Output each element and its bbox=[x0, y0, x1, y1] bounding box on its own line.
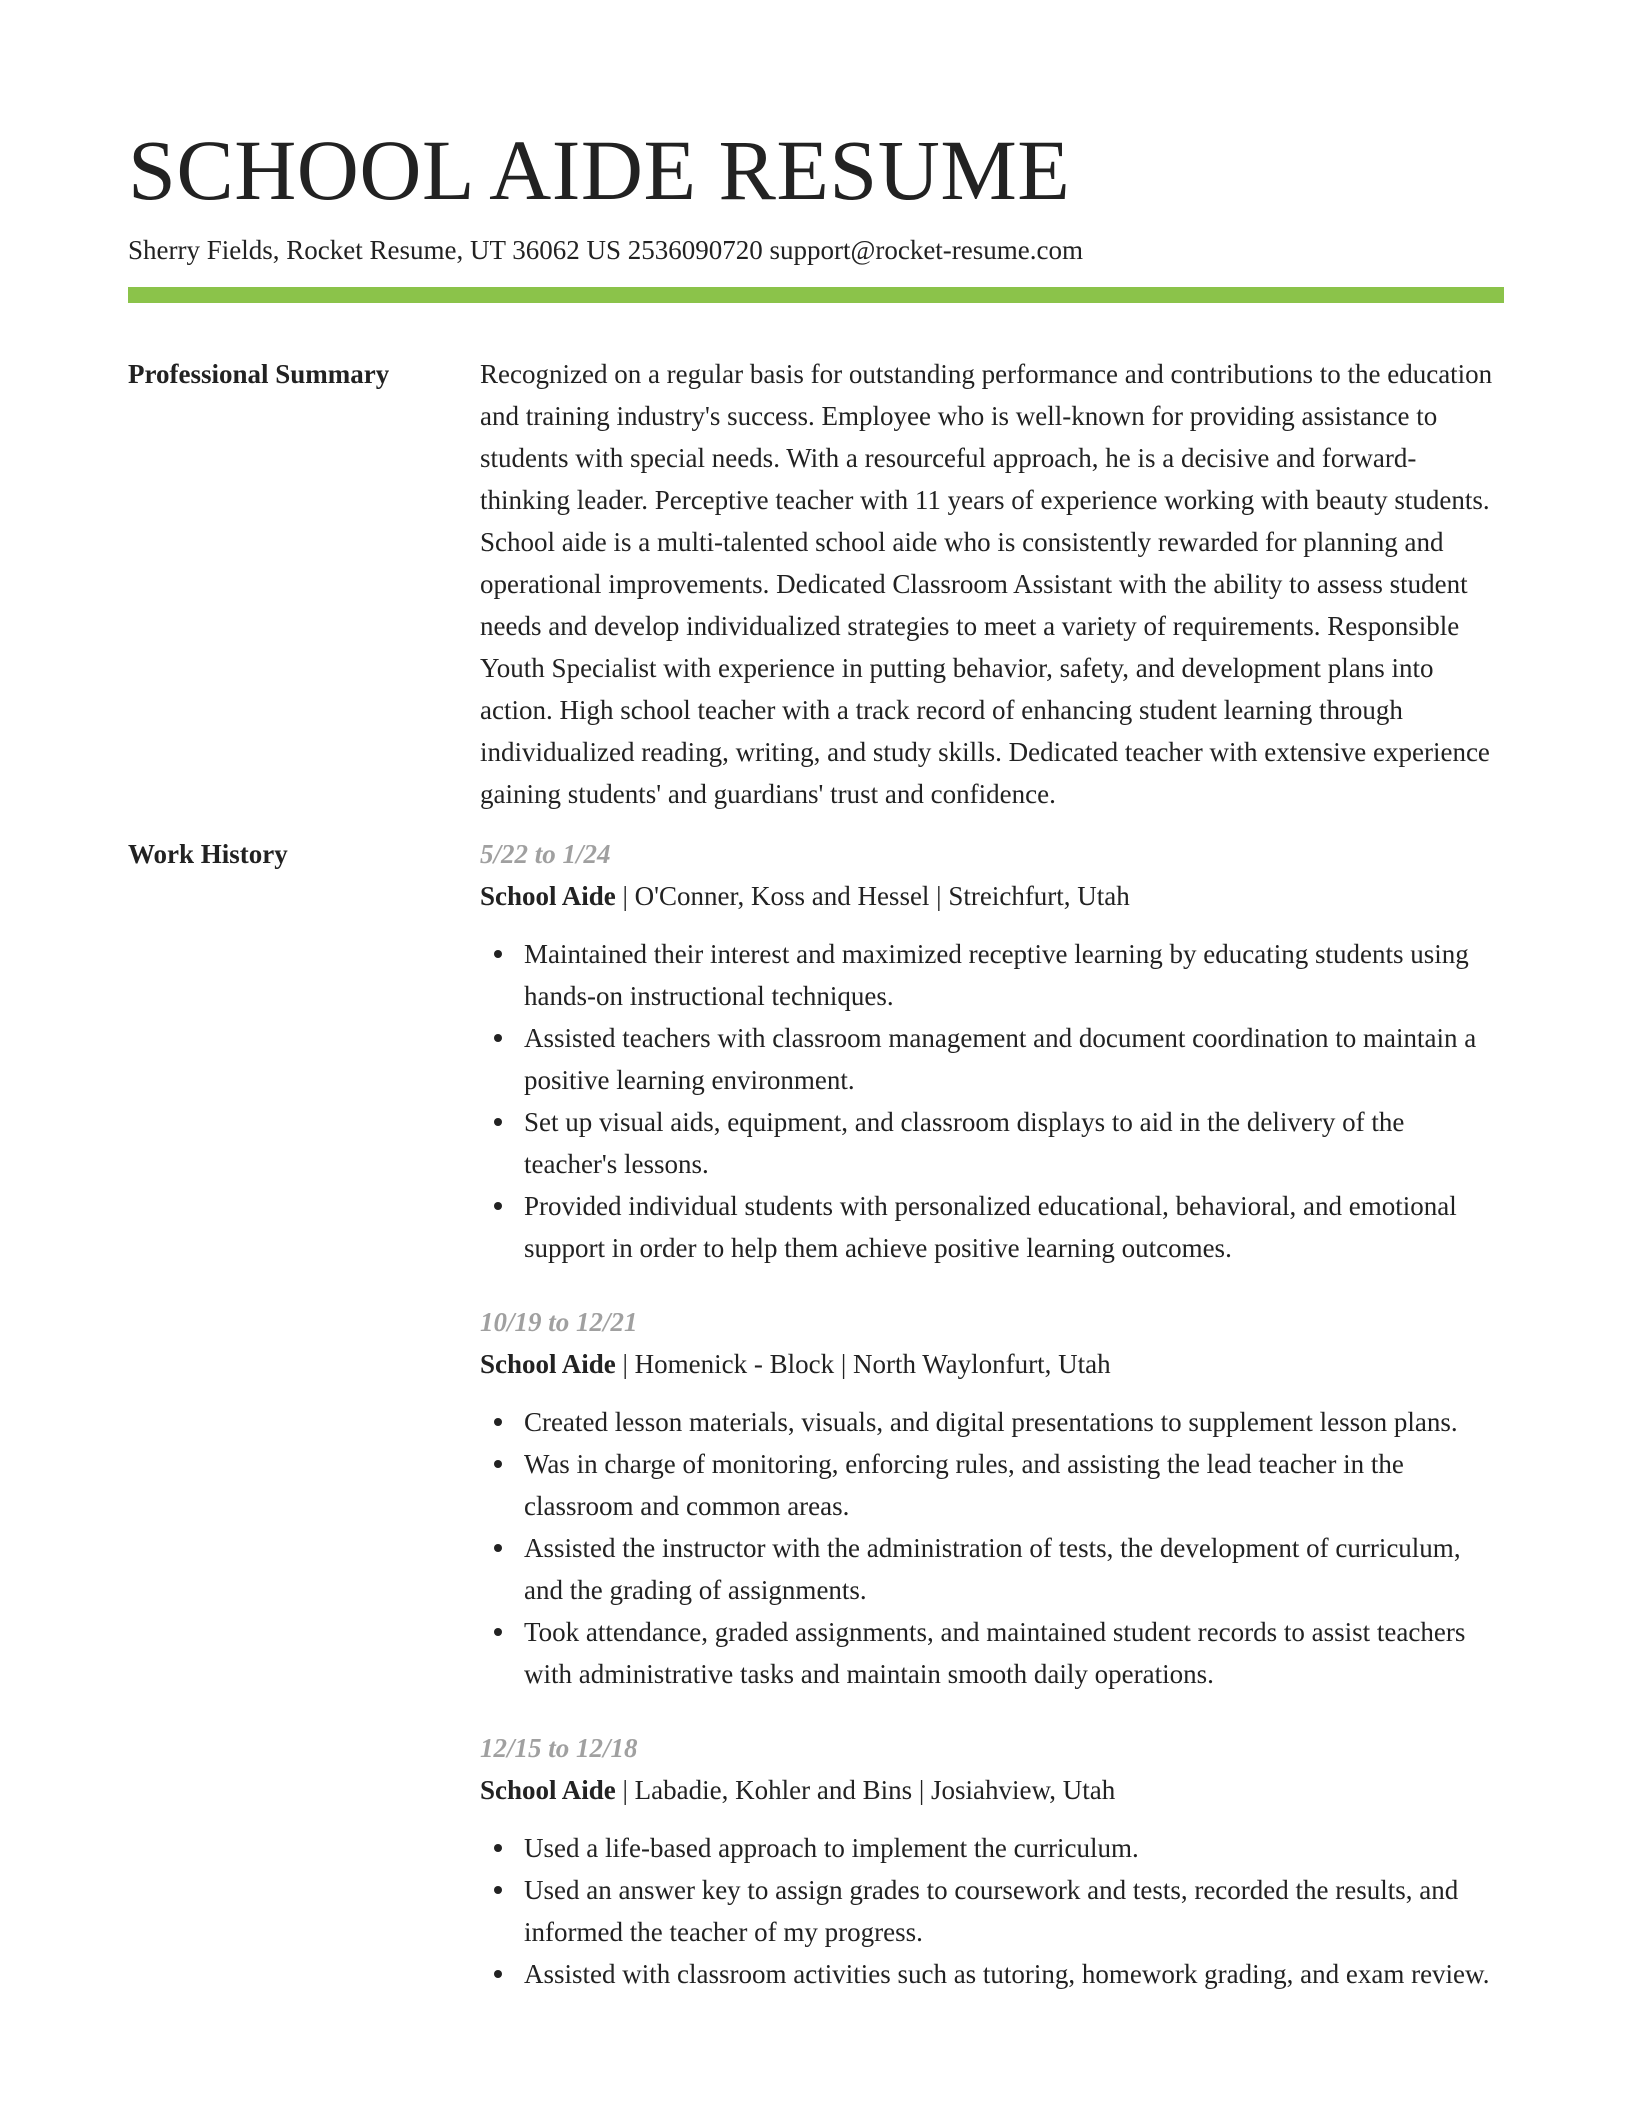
work-body bbox=[480, 833, 1504, 2027]
bullet-dot-icon bbox=[494, 1886, 502, 1894]
job-entry bbox=[480, 833, 1504, 1269]
bullet-item bbox=[480, 1401, 1504, 1443]
bullet-dot-icon bbox=[494, 1970, 502, 1978]
bullet-text: Created lesson materials, visuals, and digital presentations to supplement lesson plans. bbox=[524, 1407, 1458, 1437]
job-entry bbox=[480, 1301, 1504, 1695]
accent-divider bbox=[128, 287, 1504, 303]
bullet-item bbox=[480, 933, 1504, 1017]
job-title: School Aide bbox=[480, 881, 616, 911]
resume-page bbox=[128, 120, 1504, 2027]
bullet-item bbox=[480, 1611, 1504, 1695]
job-bullets bbox=[480, 1401, 1504, 1695]
bullet-text: Was in charge of monitoring, enforcing rules, and assisting the lead teacher in the classroom and common areas. bbox=[524, 1449, 1404, 1521]
bullet-text: Maintained their interest and maximized receptive learning by educating students using hands-on instructional techniques. bbox=[524, 939, 1469, 1011]
bullet-text: Assisted the instructor with the administration of tests, the development of curriculum, and the grading of assignments. bbox=[524, 1533, 1461, 1605]
summary-body bbox=[480, 353, 1504, 815]
job-employer-location: | Labadie, Kohler and Bins | Josiahview, Utah bbox=[615, 1775, 1116, 1805]
professional-summary-section bbox=[128, 353, 1504, 815]
bullet-text: Assisted with classroom activities such as tutoring, homework grading, and exam review. bbox=[524, 1959, 1490, 1989]
job-title: School Aide bbox=[480, 1775, 616, 1805]
bullet-dot-icon bbox=[494, 950, 502, 958]
bullet-dot-icon bbox=[494, 1628, 502, 1636]
bullet-text: Took attendance, graded assignments, and maintained student records to assist teachers with administrative tasks and maintain smooth daily operations. bbox=[524, 1617, 1466, 1689]
job-title-line bbox=[480, 1343, 1504, 1385]
bullet-dot-icon bbox=[494, 1460, 502, 1468]
bullet-text: Set up visual aids, equipment, and classroom displays to aid in the delivery of the teacher's lessons. bbox=[524, 1107, 1405, 1179]
section-label-summary: Professional Summary bbox=[128, 359, 390, 389]
bullet-item bbox=[480, 1827, 1504, 1869]
job-title-line bbox=[480, 1769, 1504, 1811]
job-entry bbox=[480, 1727, 1504, 1995]
bullet-item bbox=[480, 1017, 1504, 1101]
work-history-section bbox=[128, 833, 1504, 2027]
job-bullets bbox=[480, 1827, 1504, 1995]
job-title-line bbox=[480, 875, 1504, 917]
bullet-dot-icon bbox=[494, 1202, 502, 1210]
bullet-dot-icon bbox=[494, 1118, 502, 1126]
section-label-work: Work History bbox=[128, 839, 288, 869]
bullet-text: Assisted teachers with classroom management and document coordination to maintain a positive learning environment. bbox=[524, 1023, 1477, 1095]
bullet-dot-icon bbox=[494, 1844, 502, 1852]
bullet-text: Used an answer key to assign grades to coursework and tests, recorded the results, and informed the teacher of my progress. bbox=[524, 1875, 1459, 1947]
job-dates: 5/22 to 1/24 bbox=[480, 839, 611, 869]
bullet-dot-icon bbox=[494, 1544, 502, 1552]
job-dates: 10/19 to 12/21 bbox=[480, 1307, 638, 1337]
job-dates: 12/15 to 12/18 bbox=[480, 1733, 638, 1763]
bullet-dot-icon bbox=[494, 1034, 502, 1042]
job-bullets bbox=[480, 933, 1504, 1269]
summary-text: Recognized on a regular basis for outstanding performance and contributions to the education and training industry's success. Employee who is well-known for providing assistance to students with special needs. With a resourceful approach, he is a decisive and forward-thinking leader. Perceptive teacher with 11 years of experience working with beauty students. School aide is a multi-talented school aide who is consistently rewarded for planning and operational improvements. Dedicated Classroom Assistant with the ability to assess student needs and develop individualized strategies to meet a variety of requirements. Responsible Youth Specialist with experience in putting behavior, safety, and development plans into action. High school teacher with a track record of enhancing student learning through individualized reading, writing, and study skills. Dedicated teacher with extensive experience gaining students' and guardians' trust and confidence. bbox=[480, 359, 1493, 809]
bullet-item bbox=[480, 1869, 1504, 1953]
bullet-text: Provided individual students with personalized educational, behavioral, and emotional support in order to help them achieve positive learning outcomes. bbox=[524, 1191, 1457, 1263]
bullet-item bbox=[480, 1185, 1504, 1269]
job-title: School Aide bbox=[480, 1349, 616, 1379]
bullet-item bbox=[480, 1443, 1504, 1527]
bullet-item bbox=[480, 1527, 1504, 1611]
bullet-dot-icon bbox=[494, 1418, 502, 1426]
bullet-item bbox=[480, 1953, 1504, 1995]
bullet-item bbox=[480, 1101, 1504, 1185]
resume-title: SCHOOL AIDE RESUME bbox=[128, 122, 1071, 218]
job-employer-location: | Homenick - Block | North Waylonfurt, Utah bbox=[615, 1349, 1111, 1379]
bullet-text: Used a life-based approach to implement the curriculum. bbox=[524, 1833, 1139, 1863]
contact-line: Sherry Fields, Rocket Resume, UT 36062 US 2536090720 support@rocket-resume.com bbox=[128, 235, 1083, 265]
job-employer-location: | O'Conner, Koss and Hessel | Streichfurt, Utah bbox=[615, 881, 1130, 911]
